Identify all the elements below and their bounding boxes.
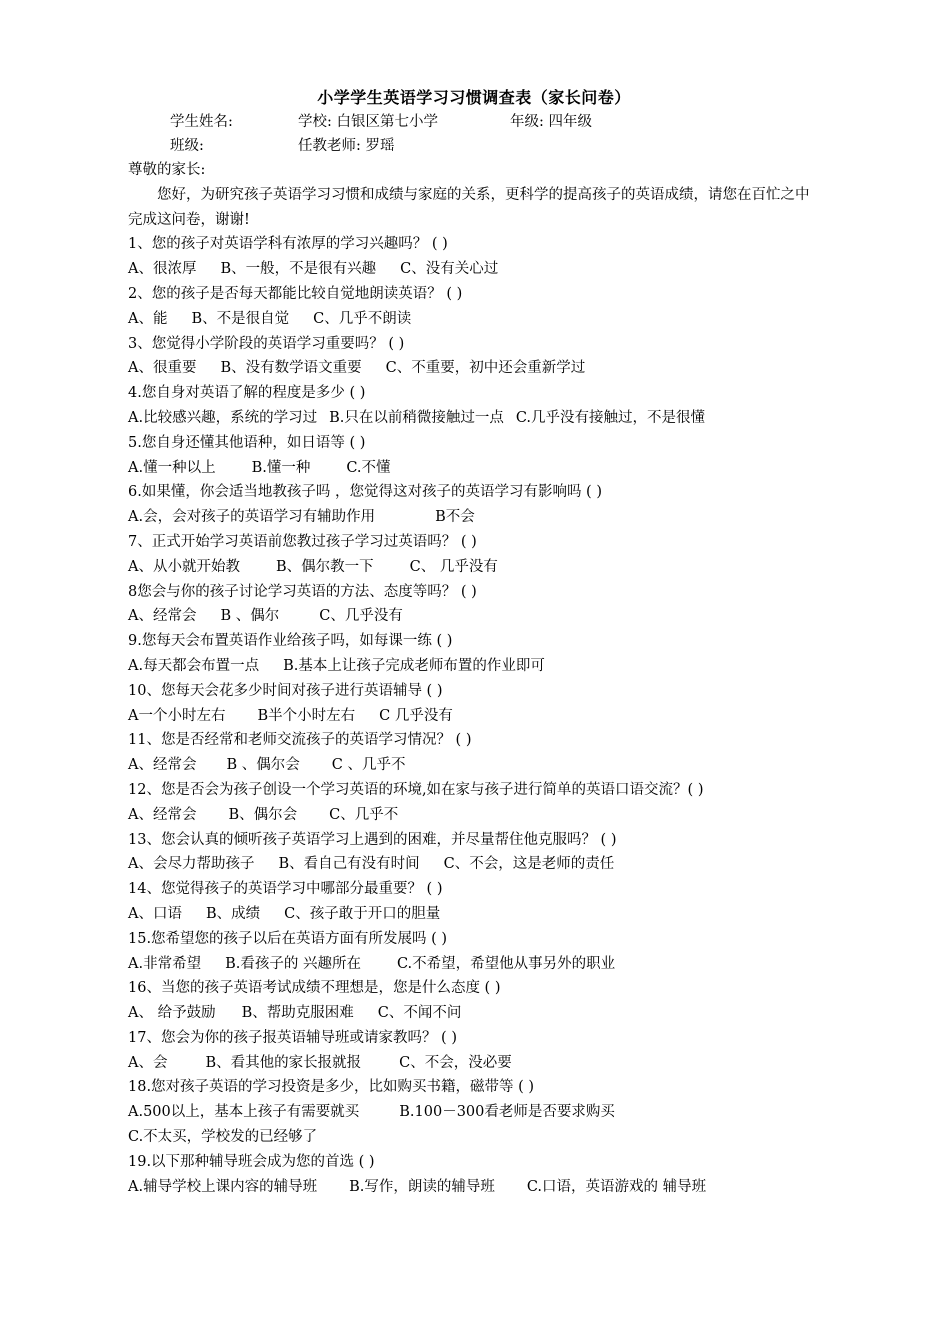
- option-b[interactable]: B、偶尔教一下: [275, 558, 374, 575]
- option-a[interactable]: A、会: [128, 1054, 168, 1071]
- question-7-options: [128, 555, 820, 580]
- option-c[interactable]: C、没有关心过: [400, 261, 499, 278]
- option-b[interactable]: B.看孩子的 兴趣所在: [225, 955, 361, 972]
- question-6-options: [128, 505, 820, 530]
- question-1: 1、您的孩子对英语学科有浓厚的学习兴趣吗？ ( ): [128, 236, 448, 253]
- question-5-options: [128, 456, 820, 481]
- question-10: 10、您每天会花多少时间对孩子进行英语辅导 ( ): [128, 682, 443, 699]
- question-15: 15.您希望您的孩子以后在英语方面有所发展吗 ( ): [128, 930, 448, 947]
- option-c[interactable]: C 、几乎不: [331, 757, 406, 774]
- info-row-1: [128, 110, 820, 134]
- option-a[interactable]: A.会，会对孩子的英语学习有辅助作用: [128, 509, 376, 526]
- option-b[interactable]: B、看其他的家长报就报: [205, 1054, 362, 1071]
- question-7: 7、正式开始学习英语前您教过孩子学习过英语吗？ ( ): [128, 533, 477, 550]
- intro-paragraph: 您好，为研究孩子英语学习习惯和成绩与家庭的关系，更科学的提高孩子的英语成绩，请您在百忙之中完成这问卷，谢谢!: [128, 186, 810, 228]
- option-c[interactable]: C、 几乎没有: [409, 558, 498, 575]
- question-14-options: [128, 902, 820, 927]
- option-a[interactable]: A、会尽力帮助孩子: [128, 856, 255, 873]
- grade-label: 年级: 四年级: [510, 114, 592, 130]
- question-10-options: [128, 704, 820, 729]
- option-b[interactable]: B、帮助克服困难: [241, 1005, 354, 1022]
- option-a[interactable]: A.500以上，基本上孩子有需要就买: [128, 1104, 360, 1121]
- question-16-options: [128, 1001, 820, 1026]
- question-12-options: [128, 803, 820, 828]
- student-name-label: 学生姓名:: [170, 114, 233, 130]
- question-19: 19.以下那种辅导班会成为您的首选 ( ): [128, 1153, 375, 1170]
- question-1-options: [128, 257, 820, 282]
- option-b[interactable]: B.100－300看老师是否要求购买: [399, 1104, 615, 1121]
- option-a[interactable]: A、能: [128, 310, 168, 327]
- option-a[interactable]: A.辅导学校上课内容的辅导班: [128, 1178, 318, 1195]
- option-c[interactable]: C、几乎没有: [319, 608, 403, 625]
- question-11: 11、您是否经常和老师交流孩子的英语学习情况？ ( ): [128, 732, 472, 749]
- info-row-2: [128, 134, 820, 158]
- option-c[interactable]: C、不会，这是老师的责任: [443, 856, 615, 873]
- option-b[interactable]: B、看自己有没有时间: [278, 856, 420, 873]
- option-b[interactable]: B.只在以前稍微接触过一点: [329, 409, 504, 426]
- question-2: 2、您的孩子是否每天都能比较自觉地朗读英语？ ( ): [128, 285, 463, 302]
- page-title: 小学学生英语学习习惯调查表（家长问卷）: [317, 88, 631, 107]
- question-13-options: [128, 852, 820, 877]
- option-c[interactable]: C.不太买，学校发的已经够了: [128, 1129, 318, 1146]
- question-17-options: [128, 1051, 820, 1076]
- option-c[interactable]: C.几乎没有接触过，不是很懂: [515, 409, 706, 426]
- question-2-options: [128, 307, 820, 332]
- question-13: 13、您会认真的倾听孩子英语学习上遇到的困难，并尽量帮住他克服吗？ ( ): [128, 831, 617, 848]
- option-a[interactable]: A.比较感兴趣，系统的学习过: [128, 409, 318, 426]
- option-c[interactable]: C.不希望，希望他从事另外的职业: [396, 955, 616, 972]
- option-a[interactable]: A、很重要: [128, 360, 197, 377]
- class-label: 班级:: [170, 138, 204, 154]
- question-18-options: [128, 1100, 820, 1150]
- option-a[interactable]: A.每天都会布置一点: [128, 657, 260, 674]
- question-8: 8您会与你的孩子讨论学习英语的方法、态度等吗？ ( ): [128, 583, 477, 600]
- option-b[interactable]: B 、偶尔会: [226, 757, 300, 774]
- option-c[interactable]: C、孩子敢于开口的胆量: [284, 905, 441, 922]
- option-c[interactable]: C 几乎没有: [379, 707, 453, 724]
- question-15-options: [128, 952, 820, 977]
- question-14: 14、您觉得孩子的英语学习中哪部分最重要？ ( ): [128, 881, 443, 898]
- option-a[interactable]: A、口语: [128, 905, 182, 922]
- question-3-options: [128, 356, 820, 381]
- option-a[interactable]: A.懂一种以上: [128, 459, 216, 476]
- question-8-options: [128, 604, 820, 629]
- option-c[interactable]: C、不闻不问: [377, 1005, 462, 1022]
- option-a[interactable]: A.非常希望: [128, 955, 202, 972]
- option-b[interactable]: B半个小时左右: [257, 707, 356, 724]
- question-11-options: [128, 753, 820, 778]
- question-4-options: [128, 406, 820, 431]
- question-16: 16、当您的孩子英语考试成绩不理想是，您是什么态度 ( ): [128, 980, 501, 997]
- option-a[interactable]: A一个小时左右: [128, 707, 226, 724]
- option-c[interactable]: C、几乎不: [329, 806, 399, 823]
- option-c[interactable]: C、不重要，初中还会重新学过: [385, 360, 586, 377]
- option-a[interactable]: A、经常会: [128, 806, 197, 823]
- greeting: 尊敬的家长:: [128, 162, 206, 178]
- option-b[interactable]: B.懂一种: [251, 459, 311, 476]
- option-c[interactable]: C、不会，没必要: [399, 1054, 512, 1071]
- question-9: 9.您每天会布置英语作业给孩子吗，如每课一练 ( ): [128, 633, 453, 650]
- option-b[interactable]: B、一般，不是很有兴趣: [220, 261, 377, 278]
- teacher-label: 任教老师: 罗瑶: [298, 138, 395, 154]
- option-b[interactable]: B、偶尔会: [228, 806, 298, 823]
- option-c[interactable]: C.口语，英语游戏的 辅导班: [526, 1178, 707, 1195]
- option-a[interactable]: A、很浓厚: [128, 261, 197, 278]
- question-12: 12、您是否会为孩子创设一个学习英语的环境,如在家与孩子进行简单的英语口语交流？( ): [128, 781, 704, 798]
- question-4: 4.您自身对英语了解的程度是多少 ( ): [128, 385, 366, 402]
- question-18: 18.您对孩子英语的学习投资是多少，比如购买书籍，磁带等 ( ): [128, 1079, 535, 1096]
- option-c[interactable]: C、几乎不朗读: [313, 310, 412, 327]
- option-b[interactable]: B、成绩: [205, 905, 261, 922]
- option-b[interactable]: B不会: [435, 509, 475, 526]
- option-b[interactable]: B.写作，朗读的辅导班: [349, 1178, 495, 1195]
- question-5: 5.您自身还懂其他语种，如日语等 ( ): [128, 434, 366, 451]
- option-c[interactable]: C.不懂: [346, 459, 391, 476]
- school-label: 学校: 白银区第七小学: [298, 114, 438, 130]
- question-9-options: [128, 654, 820, 679]
- question-3: 3、您觉得小学阶段的英语学习重要吗？ ( ): [128, 335, 405, 352]
- question-19-options: [128, 1175, 820, 1200]
- option-b[interactable]: B 、偶尔: [220, 608, 280, 625]
- question-list: [128, 232, 820, 1199]
- option-a[interactable]: A、经常会: [128, 757, 197, 774]
- option-b[interactable]: B、不是很自觉: [191, 310, 290, 327]
- question-6: 6.如果懂，你会适当地教孩子吗 ，您觉得这对孩子的英语学习有影响吗 ( ): [128, 484, 602, 501]
- option-b[interactable]: B、没有数学语文重要: [220, 360, 362, 377]
- option-b[interactable]: B.基本上让孩子完成老师布置的作业即可: [283, 657, 545, 674]
- question-17: 17、您会为你的孩子报英语辅导班或请家教吗？ ( ): [128, 1029, 457, 1046]
- option-a[interactable]: A、经常会: [128, 608, 197, 625]
- option-a[interactable]: A、 给予鼓励: [128, 1005, 216, 1022]
- option-a[interactable]: A、从小就开始教: [128, 558, 240, 575]
